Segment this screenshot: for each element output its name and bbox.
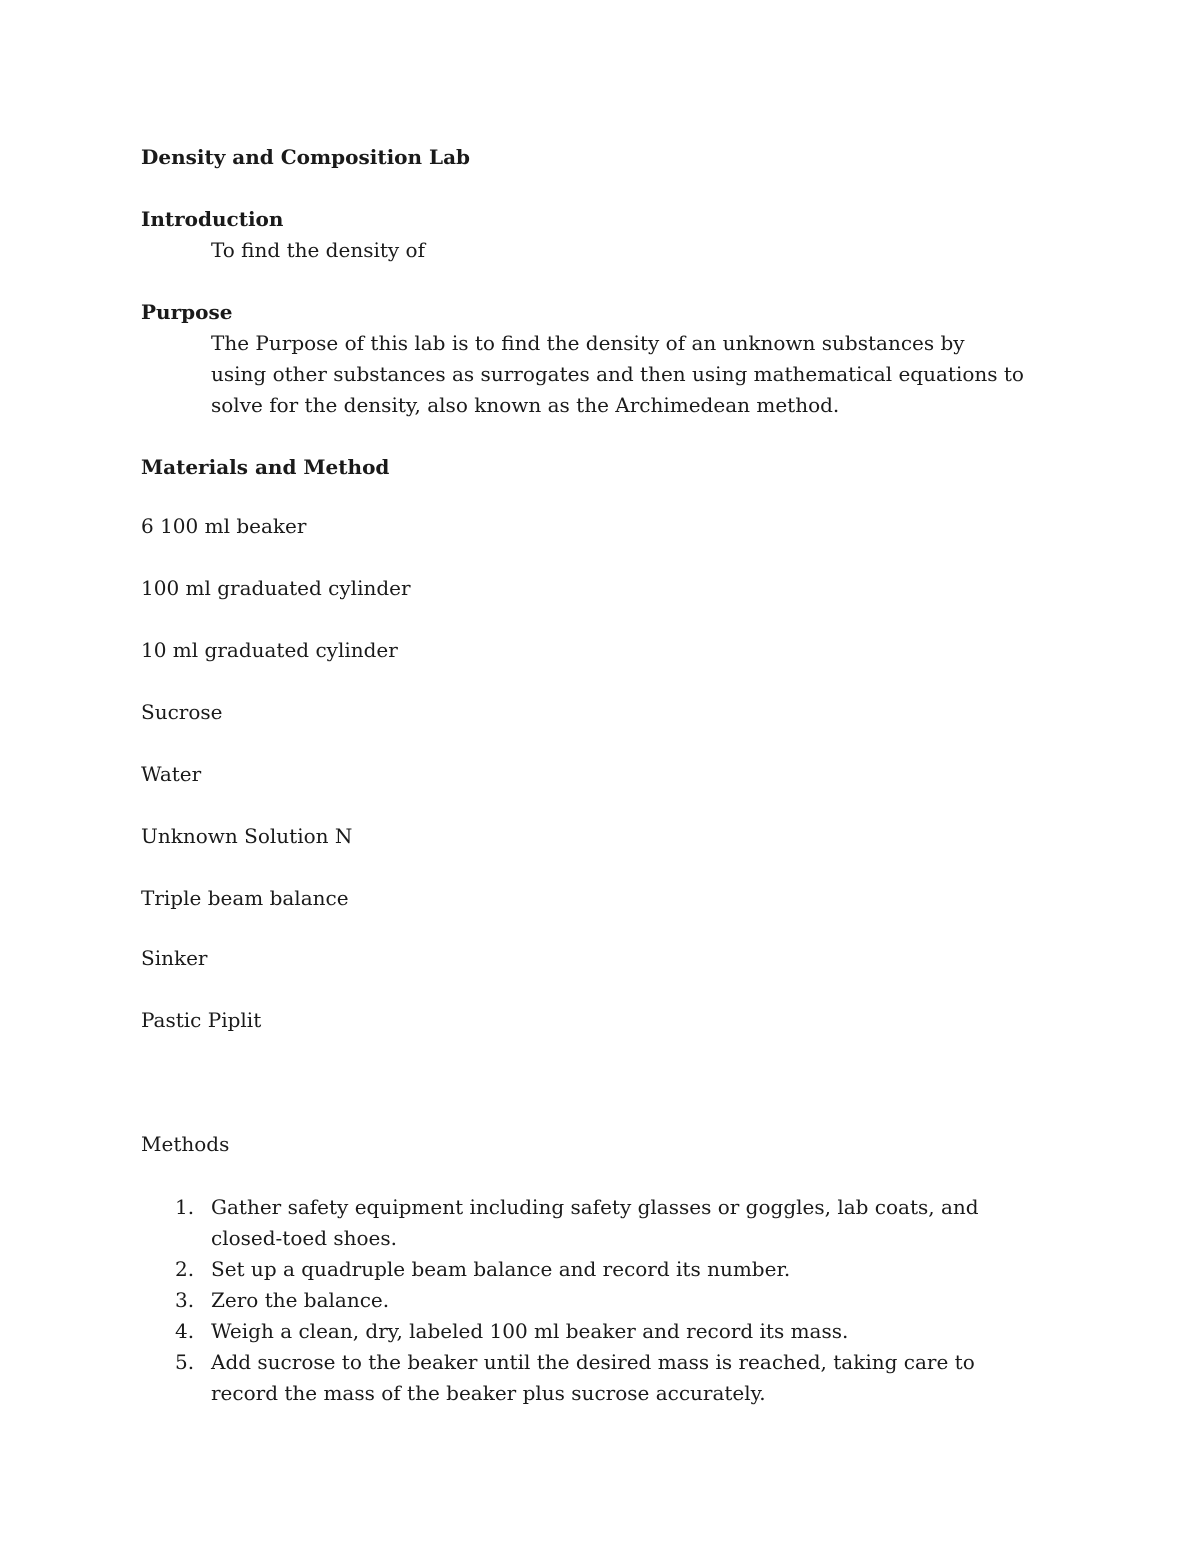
method-step — [141, 1316, 1036, 1347]
material-item: 100 ml graduated cylinder — [141, 576, 411, 600]
material-item: Sucrose — [141, 700, 223, 724]
step-text: Weigh a clean, dry, labeled 100 ml beaker and record its mass. — [211, 1319, 849, 1343]
method-step — [141, 1347, 1036, 1409]
material-item: Unknown Solution N — [141, 824, 353, 848]
step-number: 2. — [175, 1257, 195, 1281]
step-number: 4. — [175, 1319, 195, 1343]
document-title: Density and Composition Lab — [141, 145, 471, 169]
method-step — [141, 1192, 1036, 1254]
purpose-paragraph — [141, 328, 1026, 421]
materials-heading: Materials and Method — [141, 455, 390, 479]
step-text: Gather safety equipment including safety glasses or goggles, lab coats, and closed-toed shoes. — [211, 1195, 979, 1250]
methods-list — [141, 1192, 1036, 1409]
introduction-text: To find the density of — [211, 238, 425, 262]
step-text: Zero the balance. — [211, 1288, 390, 1312]
step-text: Add sucrose to the beaker until the desired mass is reached, taking care to record the mass of the beaker plus sucrose accurately. — [211, 1350, 975, 1405]
purpose-heading: Purpose — [141, 300, 233, 324]
method-step — [141, 1254, 1036, 1285]
introduction-heading: Introduction — [141, 207, 284, 231]
method-step — [141, 1285, 1036, 1316]
material-item: Triple beam balance — [141, 886, 349, 910]
step-number: 1. — [175, 1195, 195, 1219]
material-item: Pastic Piplit — [141, 1008, 262, 1032]
step-text: Set up a quadruple beam balance and record its number. — [211, 1257, 791, 1281]
material-item: Sinker — [141, 946, 208, 970]
material-item: 6 100 ml beaker — [141, 514, 307, 538]
methods-heading: Methods — [141, 1132, 230, 1156]
material-item: Water — [141, 762, 202, 786]
material-item: 10 ml graduated cylinder — [141, 638, 398, 662]
purpose-text: The Purpose of this lab is to find the density of an unknown substances by using other substances as surrogates and then using mathematical equations to solve for the density, also known as the Archimedean method. — [211, 331, 1024, 417]
step-number: 5. — [175, 1350, 195, 1374]
step-number: 3. — [175, 1288, 195, 1312]
